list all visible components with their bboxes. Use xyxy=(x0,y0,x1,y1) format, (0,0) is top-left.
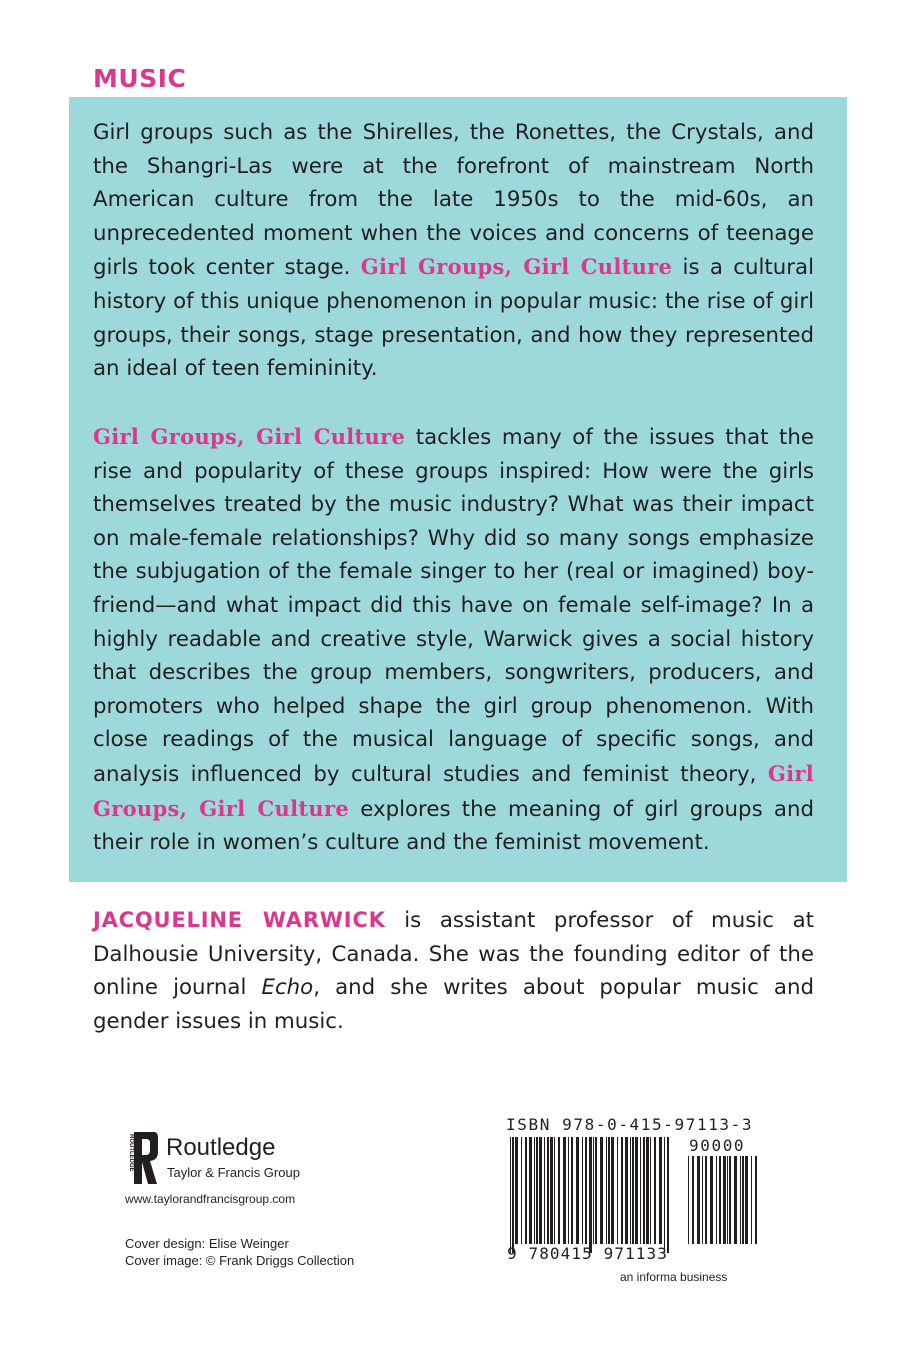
bio-text: is assistant professor of music at Dalhousie University, Canada. She was the founding editor of the online journal xyxy=(93,908,814,1001)
blurb-text: is a cultural history of this unique phenomenon in popular music: the rise of girl groups, their songs, stage presentation, and how they represented an ideal of teen femininity. xyxy=(93,255,814,382)
bio-text: , and she writes about popular music and gender issues in music. xyxy=(93,975,814,1034)
author-name: JACQUELINE WARWICK xyxy=(93,908,386,932)
blurb-text: Girl groups such as the Shirelles, the Ronettes, the Crystals, and the Shangri-Las were at the forefront of mainstream North American culture from the late 1950s to the mid-60s, an unprecedented moment when the voices and concerns of teenage girls took center stage. xyxy=(93,120,814,281)
publisher-name: Routledge xyxy=(166,1134,276,1161)
isbn-number: ISBN 978-0-415-97113-3 xyxy=(506,1115,754,1134)
isbn-barcode xyxy=(510,1137,670,1253)
cover-design-credit: Cover design: Elise Weinger xyxy=(125,1236,289,1251)
blurb-paragraph-1 xyxy=(93,116,814,386)
logo-mark-text: ROUTLEDGE xyxy=(128,1134,134,1172)
barcode-digits: 9 780415 971133 xyxy=(507,1244,668,1263)
publisher-website: www.taylorandfrancisgroup.com xyxy=(125,1192,296,1206)
publisher-logo xyxy=(120,1130,320,1190)
price-barcode xyxy=(688,1156,758,1253)
price-code: 90000 xyxy=(689,1136,746,1155)
cover-credits xyxy=(125,1235,354,1269)
book-title: Girl Groups, Girl Culture xyxy=(93,424,406,449)
author-bio xyxy=(93,904,814,1038)
publisher-group: Taylor & Francis Group xyxy=(167,1165,300,1180)
journal-name: Echo xyxy=(261,975,314,1001)
blurb-paragraph-2 xyxy=(93,420,814,860)
blurb-text: tackles many of the issues that the rise and popularity of these groups inspired: How were the girls themselves treated by the music industry? What was their impact on male-female relationships? Why did so many songs emphasize the subjugation of the female singer to her (real or imagined) boyfriend—and what impact did this have on female self-image? In a highly readable and creative style, Warwick gives a social history that describes the group members, songwriters, producers, and promoters who helped shape the girl group phenomenon. With close readings of the musical language of specific songs, and analysis influenced by cultural studies and feminist theory, xyxy=(93,425,814,787)
category-label: MUSIC xyxy=(93,64,187,93)
blurb-text: explores the meaning of girl groups and their role in women’s culture and the feminist movement. xyxy=(93,796,814,856)
book-title: Girl Groups, Girl Culture xyxy=(360,254,673,280)
tagline: an informa business xyxy=(620,1270,728,1284)
book-title: Girl Groups, Girl Culture xyxy=(93,760,814,821)
cover-image-credit: Cover image: © Frank Driggs Collection xyxy=(125,1253,355,1268)
routledge-logo-icon xyxy=(120,1130,160,1186)
